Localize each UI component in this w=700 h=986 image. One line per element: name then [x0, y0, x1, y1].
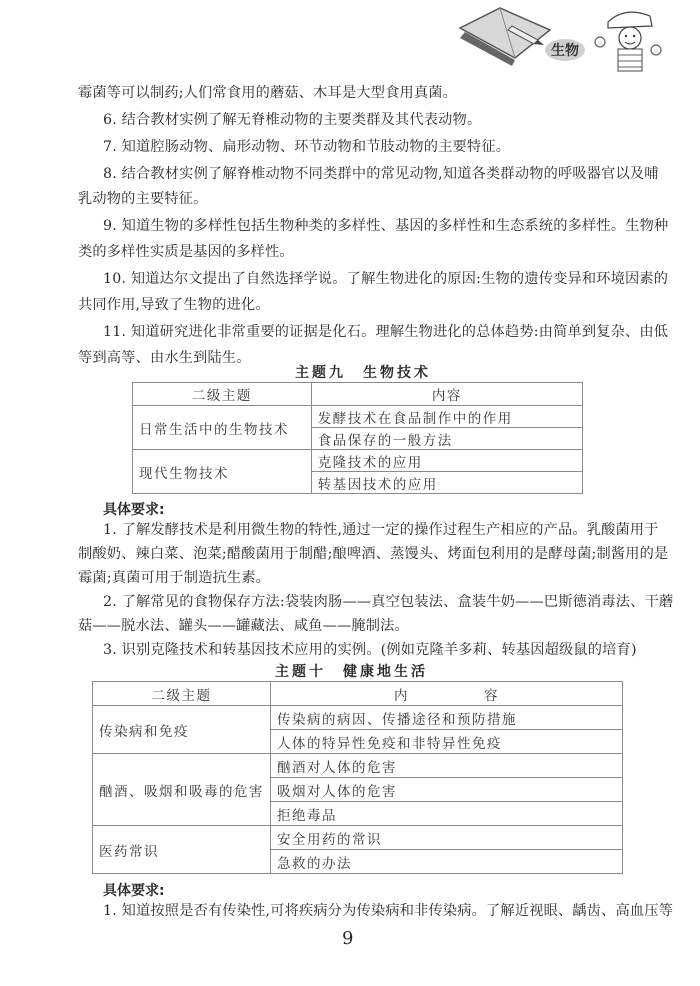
- table-cell: 急救的办法: [271, 850, 623, 874]
- table-header-cell: 内容: [311, 383, 582, 406]
- table-cell-group: 医药常识: [93, 826, 271, 874]
- table-cell: 吸烟对人体的危害: [271, 778, 623, 802]
- body-text-line: 菇——脱水法、罐头——罐藏法、咸鱼——腌制法。: [78, 618, 409, 634]
- subject-badge: 生物: [551, 43, 579, 59]
- body-text-line: 9. 知道生物的多样性包括生物种类的多样性、基因的多样性和生态系统的多样性。生物种: [103, 218, 669, 234]
- body-text-line: 制酸奶、辣白菜、泡菜;醋酸菌用于制醋;酿啤酒、蒸馒头、烤面包利用的是酵母菌;制酱用的是: [78, 546, 669, 562]
- table-cell-group: 传染病和免疫: [93, 706, 271, 754]
- table-cell: 食品保存的一般方法: [311, 428, 582, 450]
- table-header-row: [133, 383, 583, 406]
- body-text-line: 6. 结合教材实例了解无脊椎动物的主要类群及其代表动物。: [103, 112, 482, 128]
- table-cell: 人体的特异性免疫和非特异性免疫: [271, 730, 623, 754]
- body-text-line: 类的多样性实质是基因的多样性。: [78, 244, 294, 260]
- body-text-line: 10. 知道达尔文提出了自然选择学说。了解生物进化的原因:生物的遗传变异和环境因素的: [103, 271, 669, 287]
- table-header-cell: 内 容: [271, 682, 623, 706]
- requirements-heading: 具体要求:: [103, 502, 165, 518]
- table-row: [133, 406, 583, 428]
- table-header-row: [93, 682, 623, 706]
- table-cell-group: 现代生物技术: [133, 450, 312, 494]
- header-illustration: [440, 0, 700, 80]
- table-cell: 拒绝毒品: [271, 802, 623, 826]
- table-row: [93, 706, 623, 730]
- body-text-line: 共同作用,导致了生物的进化。: [78, 297, 270, 313]
- table-cell-group: 日常生活中的生物技术: [133, 406, 312, 450]
- open-book-icon: [460, 8, 550, 66]
- body-text-line: 1. 知道按照是否有传染性,可将疾病分为传染病和非传染病。了解近视眼、龋齿、高血压等: [103, 903, 674, 919]
- table-header-cell: 二级主题: [133, 383, 312, 406]
- body-text-line: 7. 知道腔肠动物、扁形动物、环节动物和节肢动物的主要特征。: [103, 139, 511, 155]
- table-cell: 酗酒对人体的危害: [271, 754, 623, 778]
- table-row: [93, 754, 623, 778]
- body-text-line: 乳动物的主要特征。: [78, 191, 208, 207]
- table-row: [133, 450, 583, 472]
- body-text-line: 8. 结合教材实例了解脊椎动物不同类群中的常见动物,知道各类群动物的呼吸器官以及哺: [103, 166, 659, 182]
- table-cell: 传染病的病因、传播途径和预防措施: [271, 706, 623, 730]
- table-cell: 发酵技术在食品制作中的作用: [311, 406, 582, 428]
- body-text-line: 霉菌等可以制药;人们常食用的蘑菇、木耳是大型食用真菌。: [78, 85, 458, 101]
- cartoon-boy-icon: [595, 12, 661, 71]
- table-caption-topic10: 主题十 健康地生活: [275, 664, 428, 680]
- body-text-line: 霉菌;真菌可用于制造抗生素。: [78, 570, 271, 586]
- body-text-line: 1. 了解发酵技术是利用微生物的特性,通过一定的操作过程生产相应的产品。乳酸菌用于: [103, 522, 659, 538]
- table-header-cell: 二级主题: [93, 682, 271, 706]
- body-text-line: 2. 了解常见的食物保存方法:袋装肉肠——真空包装法、盒装牛奶——巴斯德消毒法、干蘑: [103, 594, 674, 610]
- page-number: 9: [342, 928, 354, 949]
- table-cell: 安全用药的常识: [271, 826, 623, 850]
- table-cell-group: 酗酒、吸烟和吸毒的危害: [93, 754, 271, 826]
- requirements-heading: 具体要求:: [103, 883, 165, 899]
- table-row: [93, 826, 623, 850]
- table-cell: 克隆技术的应用: [311, 450, 582, 472]
- topic10-table: [92, 681, 623, 874]
- body-text-line: 3. 识别克隆技术和转基因技术应用的实例。(例如克隆羊多莉、转基因超级鼠的培育): [103, 642, 637, 658]
- table-caption-topic9: 主题九 生物技术: [295, 365, 431, 381]
- table-cell: 转基因技术的应用: [311, 472, 582, 494]
- topic9-table: [132, 382, 583, 494]
- body-text-line: 11. 知道研究进化非常重要的证据是化石。理解生物进化的总体趋势:由简单到复杂、由低: [103, 324, 669, 340]
- body-text-line: 等到高等、由水生到陆生。: [78, 350, 251, 366]
